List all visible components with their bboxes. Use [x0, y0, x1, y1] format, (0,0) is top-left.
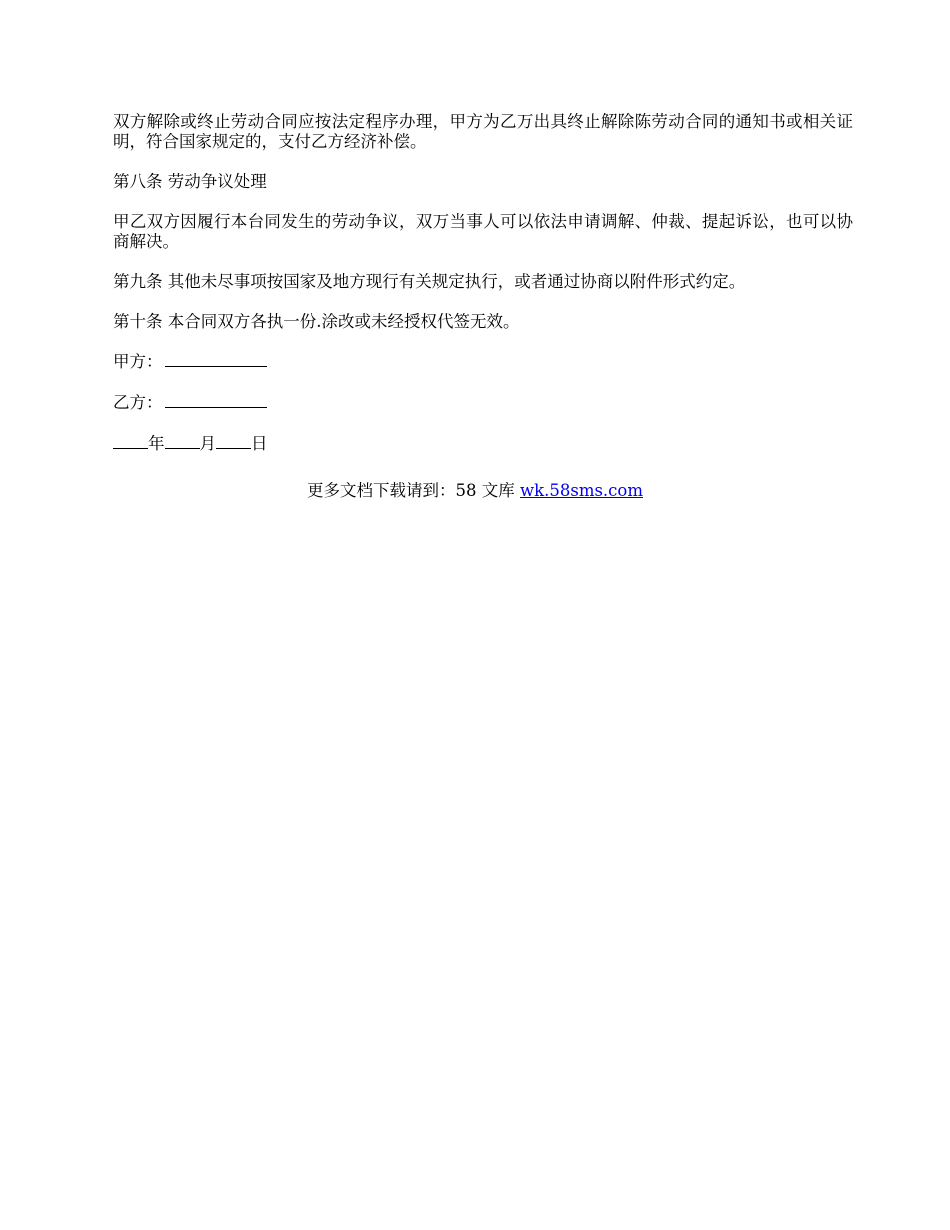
paragraph-dispute: 甲乙双方因履行本台同发生的劳动争议，双万当事人可以依法申请调解、仲裁、提起诉讼，也可以协商解决。: [113, 212, 853, 251]
date-line: [113, 434, 853, 454]
party-a-signature: [113, 352, 853, 372]
party-b-blank: [165, 393, 267, 408]
footer-prefix: 更多文档下载请到：58 文库: [306, 481, 520, 500]
month-label: 月: [199, 434, 216, 453]
article-10: 第十条 本合同双方各执一份.涂改或未经授权代签无效。: [113, 312, 520, 331]
year-label: 年: [148, 434, 165, 453]
article-9: 第九条 其他未尽事项按国家及地方现行有关规定执行，或者通过协商以附件形式约定。: [113, 272, 746, 291]
footer-link[interactable]: wk.58sms.com: [519, 481, 643, 500]
day-blank: [216, 434, 251, 449]
year-blank: [113, 434, 148, 449]
day-label: 日: [251, 434, 268, 453]
paragraph-termination: 双方解除或终止劳动合同应按法定程序办理，甲方为乙万出具终止解除陈劳动合同的通知书或相关证明，符合国家规定的，支付乙方经济补偿。: [113, 112, 853, 151]
document-body: [113, 112, 853, 475]
month-blank: [165, 434, 200, 449]
party-a-blank: [165, 352, 267, 367]
party-a-label: 甲方：: [113, 352, 163, 371]
download-footer: [0, 481, 950, 501]
party-b-signature: [113, 393, 853, 413]
party-b-label: 乙方：: [113, 393, 163, 412]
article-8-heading: 第八条 劳动争议处理: [113, 172, 267, 191]
